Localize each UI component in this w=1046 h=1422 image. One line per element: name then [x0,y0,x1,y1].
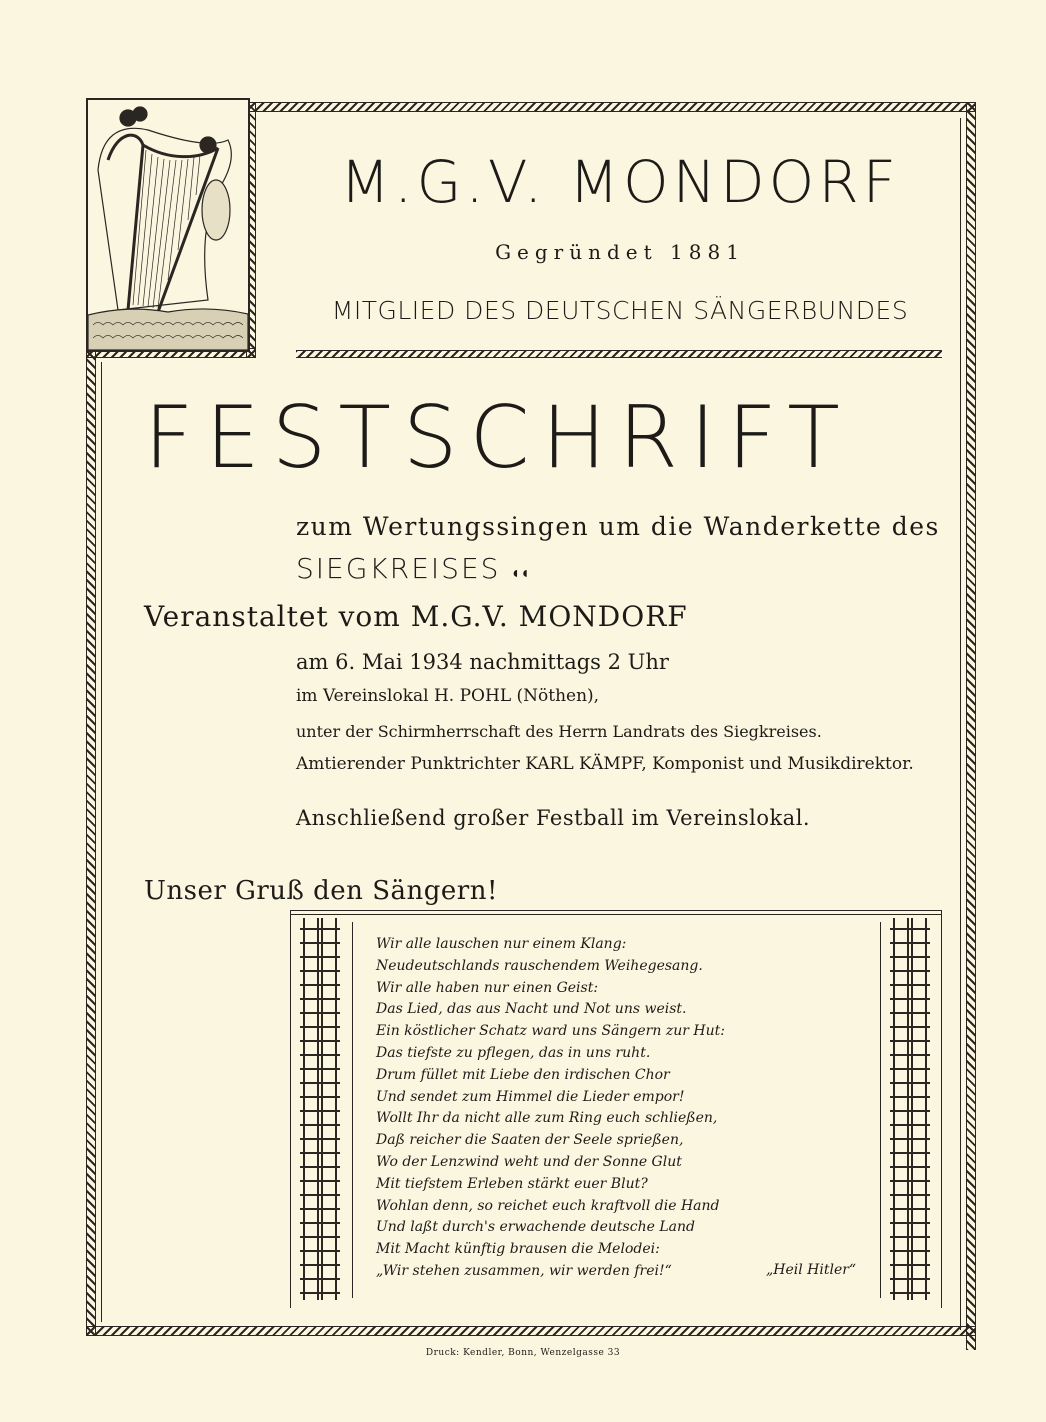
poem-line: Mit Macht künftig brausen die Melodei: [376,1241,660,1258]
venue-line: im Vereinslokal H. POHL (Nöthen), [296,686,600,706]
judge-line: Amtierender Punktrichter KARL KÄMPF, Komponist und Musikdirektor. [296,754,914,774]
poem-line: Und laßt durch's erwachende deutsche Land [376,1219,695,1236]
subtitle-siegkreises: SIEGKREISES [296,552,501,585]
header-divider [296,350,942,358]
printer-imprint: Druck: Kendler, Bonn, Wenzelgasse 33 [425,1348,621,1358]
festball-line: Anschließend großer Festball im Vereinslokal. [296,806,811,830]
poem-frame-left [290,910,291,1308]
poem-ornament-right [890,918,930,1300]
poem-line: Wohlan denn, so reichet euch kraftvoll die Hand [376,1197,720,1214]
border-left [86,344,96,1336]
poem-inner-right [880,922,881,1298]
festschrift-heading: FESTSCHRIFT [144,388,852,488]
poem-line: Das tiefste zu pflegen, das in uns ruht. [376,1044,651,1061]
greeting-heading: Unser Gruß den Sängern! [144,876,498,906]
poem-inner-left [352,922,353,1298]
poem-ornament-left [300,918,340,1300]
inner-line-left [101,362,102,1322]
poem-line: Wir alle lauschen nur einem Klang: [376,936,627,952]
poem-line: Daß reicher die Saaten der Seele sprießen, [376,1132,684,1149]
poem-line: „Wir stehen zusammen, wir werden frei!“ [376,1262,672,1279]
poem-line: Ein köstlicher Schatz ward uns Sängern zur Hut: [376,1023,725,1040]
membership-line: MITGLIED DES DEUTSCHEN SÄNGERBUNDES [331,296,909,325]
subtitle-line-2 [296,552,530,585]
border-right [966,102,976,1350]
moon-ornament-icon: ◖◖ [510,563,530,582]
date-line: am 6. Mai 1934 nachmittags 2 Uhr [296,650,669,674]
poem-line: Neudeutschlands rauschendem Weihegesang. [376,957,703,974]
poem-line: Drum füllet mit Liebe den irdischen Chor [376,1066,670,1083]
poem-line: Wo der Lenzwind weht und der Sonne Glut [376,1153,682,1170]
subtitle-line-1: zum Wertungssingen um die Wanderkette des [296,512,940,541]
patronage-line: unter der Schirmherrschaft des Herrn Landrats des Siegkreises. [296,722,822,741]
poem-line: Und sendet zum Himmel die Lieder empor! [376,1088,685,1105]
border-top [246,102,976,112]
poem-line: Wollt Ihr da nicht alle zum Ring euch schließen, [376,1110,718,1127]
organizer-line: Veranstaltet vom M.G.V. MONDORF [144,600,688,633]
poem-frame-top [290,910,942,911]
poem-frame-right [941,910,942,1308]
poem-frame [290,910,942,1308]
club-title: M.G.V. MONDORF [340,148,900,216]
poem-text [376,934,876,1283]
poem-frame-top-inner [290,914,942,915]
poem-line: Mit tiefstem Erleben stärkt euer Blut? [376,1175,648,1192]
founded-line: Gegründet 1881 [495,240,745,264]
poem-line: Wir alle haben nur einen Geist: [376,979,599,996]
border-bottom [86,1326,976,1336]
poem-line: Das Lied, das aus Nacht und Not uns weist. [376,1001,687,1018]
harp-emblem [86,98,250,352]
harp-icon [88,100,248,350]
poem-closing: „Heil Hitler“ [766,1262,857,1278]
